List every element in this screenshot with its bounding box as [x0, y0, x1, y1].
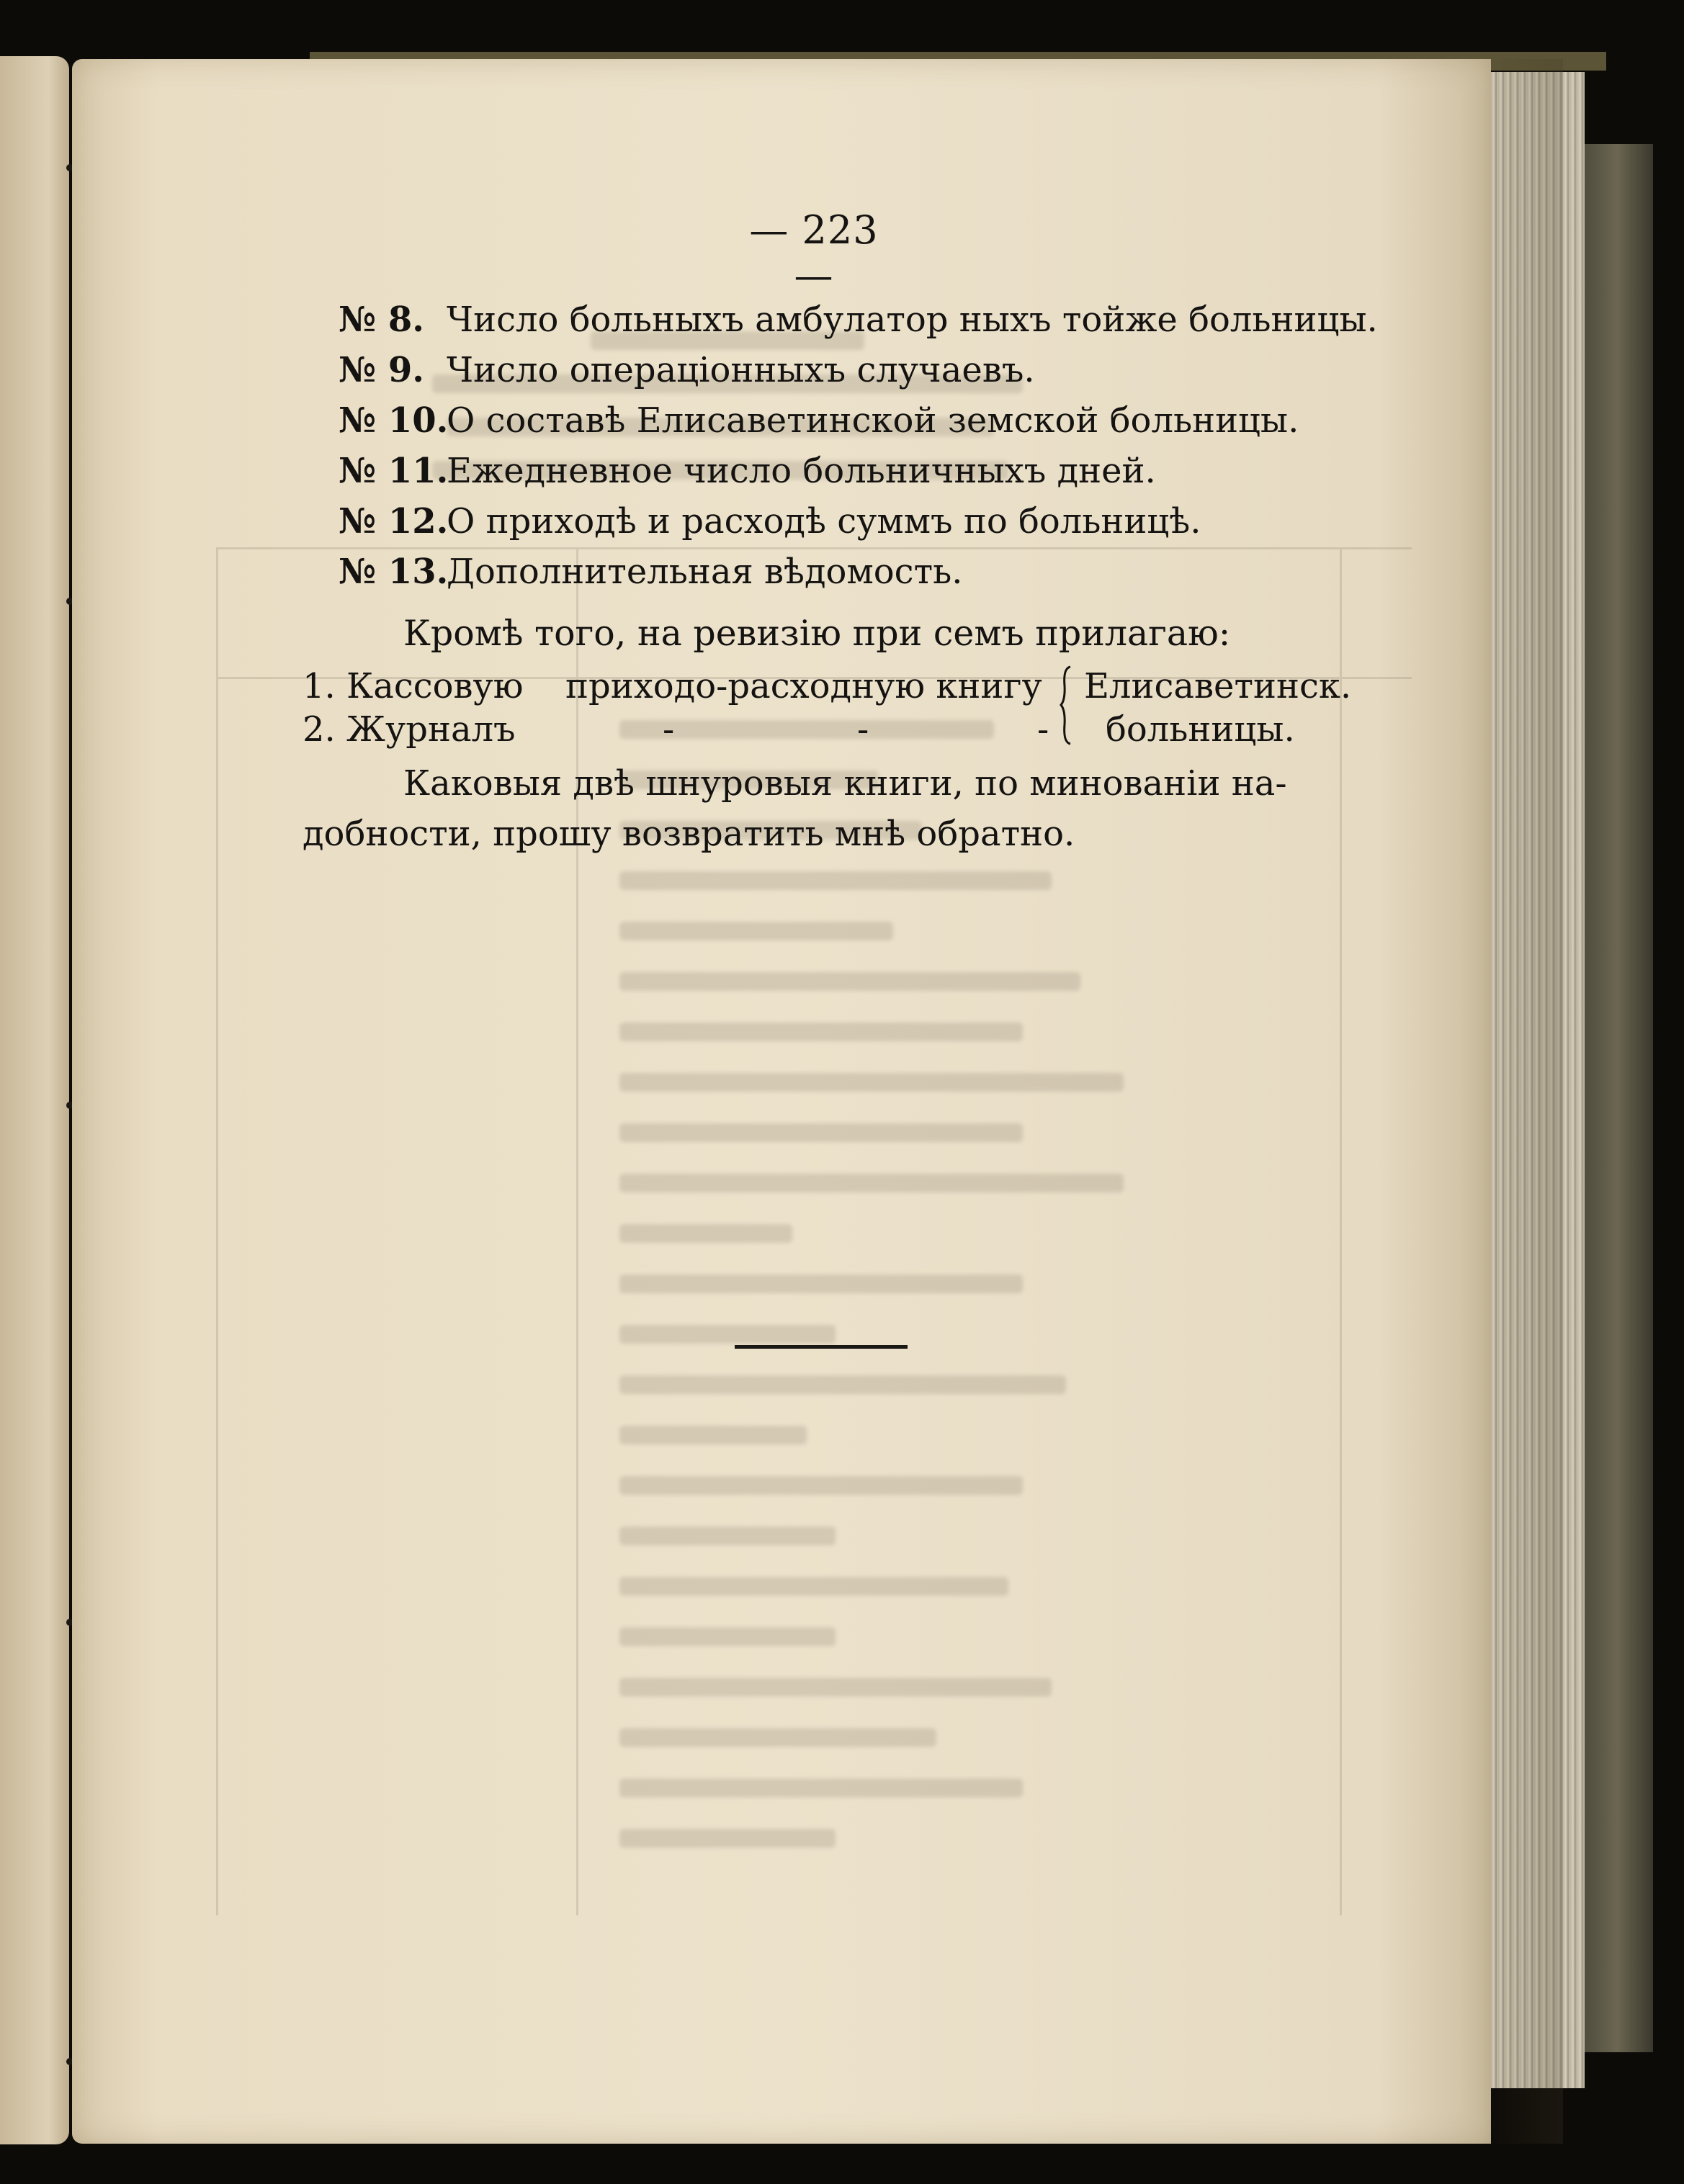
item-text: О приходѣ и расходѣ суммъ по больницѣ.: [447, 501, 1201, 541]
list-item: [339, 300, 1378, 340]
closing-paragraph-line2: добности, прошу возвратить мнѣ обратно.: [303, 814, 1075, 854]
attachment-hospital-line2: больницы.: [1106, 709, 1295, 750]
curly-brace: [1059, 664, 1073, 747]
item-text: Число больныхъ амбулатор ныхъ тойже больницы.: [447, 300, 1378, 340]
item-number: № 9.: [339, 350, 424, 390]
page-number: — 223 —: [749, 207, 879, 298]
intro-paragraph: Кромѣ того, на ревизію при семъ прилагаю:: [403, 613, 1231, 654]
end-rule: [735, 1345, 908, 1349]
ditto-dash: -: [857, 709, 869, 750]
list-item: [339, 350, 1035, 390]
item-text: О составѣ Елисаветинской земской больницы.: [447, 400, 1299, 441]
item-number: № 13.: [339, 552, 449, 592]
ditto-dash: -: [1037, 709, 1049, 750]
item-number: № 10.: [339, 400, 449, 441]
attachment-1-label: 1. Кассовую: [303, 666, 524, 706]
ditto-dash: -: [663, 709, 675, 750]
item-text: Дополнительная вѣдомость.: [447, 552, 963, 592]
attachment-1-title: приходо-расходную книгу: [565, 666, 1042, 706]
list-item: [339, 451, 1156, 491]
list-item: [339, 501, 1201, 541]
closing-paragraph-line1: Каковыя двѣ шнуровыя книги, по минованіи на-: [403, 763, 1287, 804]
attachment-hospital-line1: Елисаветинск.: [1084, 666, 1352, 706]
list-item: [339, 552, 963, 592]
item-number: № 12.: [339, 501, 449, 541]
list-item: [339, 400, 1299, 441]
item-text: Число операціонныхъ случаевъ.: [447, 350, 1035, 390]
item-text: Ежедневное число больничныхъ дней.: [447, 451, 1156, 491]
attachment-2-label: 2. Журналъ: [303, 709, 516, 750]
item-number: № 11.: [339, 451, 449, 491]
item-number: № 8.: [339, 300, 424, 340]
